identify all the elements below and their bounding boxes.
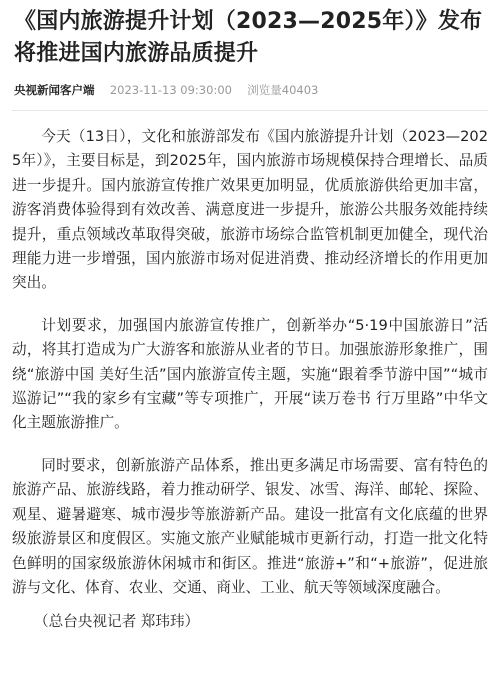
paragraph-3: 同时要求，创新旅游产品体系，推出更多满足市场需要、富有特色的旅游产品、旅游线路，着力推动研学、银发、冰雪、海洋、邮轮、探险、观星、避暑避寒、城市漫步等旅游新产品。建设一批富有文化底蕴的世界级旅游景区和度假区。实施文旅产业赋能城市更新行动，打造一批文化特色鲜明的国家级旅游休闲城市和街区。推进“旅游+”和“+旅游”，促进旅游与文化、体育、农业、交通、商业、工业、航天等领域深度融合。 — [12, 456, 488, 596]
paragraph-2: 计划要求，加强国内旅游宣传推广，创新举办“5·19中国旅游日”活动，将其打造成为广大游客和旅游从业者的节日。加强旅游形象推广，围绕“旅游中国 美好生活”国内旅游宣传主题，实施“跟着季节游中国”“城市巡游记”“我的家乡有宝藏”等专项推广，开展“读万卷书 行万里路”中华文化主题旅游推广。 — [12, 316, 488, 432]
paragraph-1: 今天（13日），文化和旅游部发布《国内旅游提升计划（2023—2025年）》，主要目标是，到2025年，国内旅游市场规模保持合理增长、品质进一步提升。国内旅游宣传推广效果更加明显，优质旅游供给更加丰富，游客消费体验得到有效改善、满意度进一步提升，旅游公共服务效能持续提升，重点领域改革取得突破，旅游市场综合监管机制更加健全，现代治理能力进一步增强，国内旅游市场对促进消费、推动经济增长的作用更加突出。 — [12, 128, 488, 292]
reporter-byline: （总台央视记者 郑玮玮） — [34, 613, 200, 631]
article-body — [0, 111, 500, 634]
article-meta — [0, 70, 500, 98]
article-title: 《国内旅游提升计划（2023—2025年）》发布 将推进国内旅游品质提升 — [14, 9, 483, 66]
source-link[interactable]: 央视新闻客户端 — [14, 83, 95, 97]
view-count: 浏览量40403 — [247, 83, 319, 97]
publish-datetime: 2023-11-13 09:30:00 — [109, 83, 232, 97]
